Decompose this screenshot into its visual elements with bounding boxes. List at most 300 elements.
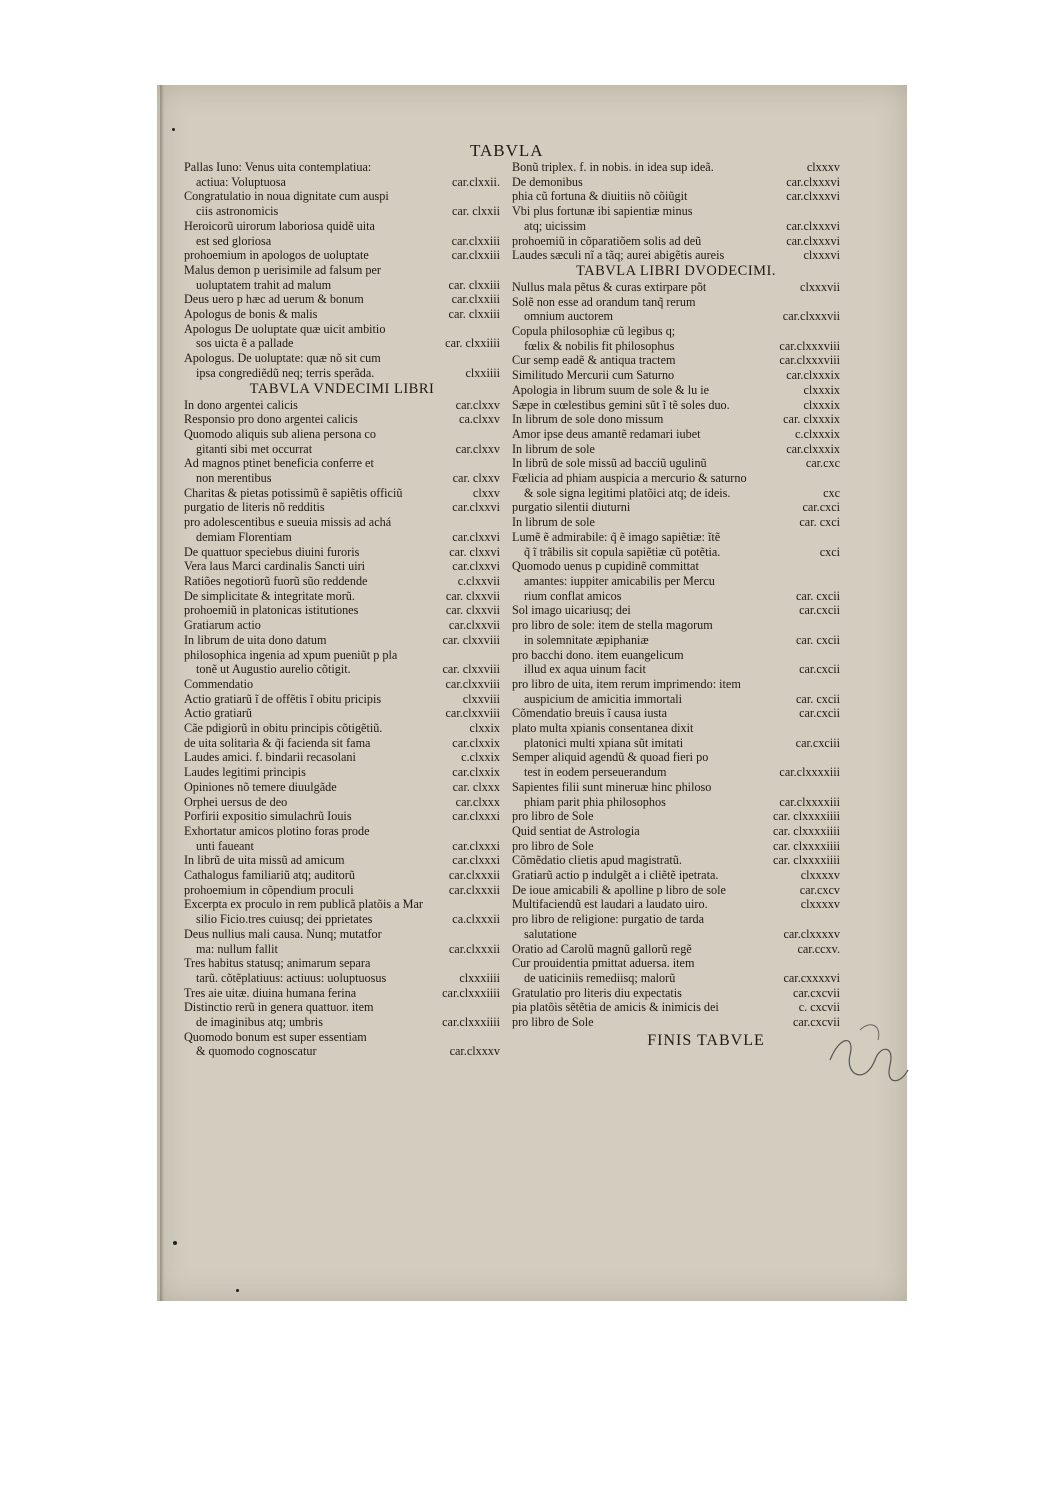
folio-reference: clxxxvii — [800, 279, 840, 294]
folio-reference: clxxxix — [803, 382, 840, 397]
entry-text: q̃ ĩ trãbilis sit copula sapiẽtiæ cũ potẽtia. — [524, 544, 721, 559]
entry-text: unti faueant — [196, 838, 254, 853]
index-entry — [184, 809, 500, 824]
entry-text: Nullus mala pẽtus & curas extirpare põt — [512, 279, 707, 294]
index-entry — [512, 809, 840, 824]
folio-reference: car.clxxxvi — [786, 174, 840, 189]
index-entry — [512, 883, 840, 898]
folio-reference: car.cxciii — [795, 735, 840, 750]
folio-reference: car.clxxix — [452, 765, 500, 780]
folio-reference: car.clxxviii — [445, 676, 500, 691]
folio-reference: car.clxxxi — [452, 809, 500, 824]
page-gutter — [160, 85, 164, 1301]
index-entry — [512, 897, 840, 912]
entry-text: prohoemiũ in platonicas istitutiones — [184, 603, 359, 618]
folio-reference: car.clxxxvi — [786, 233, 840, 248]
folio-reference: car. cxcii — [796, 691, 840, 706]
folio-reference: car.clxxvi — [452, 559, 500, 574]
entry-text: in solemnitate æpiphaniæ — [524, 632, 649, 647]
folio-reference: car.cxcii — [799, 662, 840, 677]
index-entry — [184, 307, 500, 322]
index-entry — [512, 1000, 840, 1015]
entry-text: Semper aliquid agendũ & quoad fieri po — [512, 750, 709, 765]
folio-reference: car.clxxxv — [449, 1044, 500, 1059]
folio-reference: clxxxxv — [800, 868, 840, 883]
entry-text: Quomodo bonum est super essentiam — [184, 1029, 367, 1044]
entry-text: Commendatio — [184, 676, 254, 691]
folio-reference: car.clxxvi — [452, 529, 500, 544]
index-entry — [512, 295, 840, 324]
entry-text: rium conflat amicos — [524, 588, 622, 603]
entry-text: Amor ipse deus amantẽ redamari iubet — [512, 426, 701, 441]
entry-text: In librũ de uita missũ ad amicum — [184, 853, 345, 868]
folio-reference: car.clxxv — [455, 397, 500, 412]
entry-text: uoluptatem trahit ad malum — [196, 277, 332, 292]
index-entry — [184, 189, 500, 218]
folio-reference: car. clxxviii — [442, 662, 500, 677]
section-heading: TABVLA LIBRI DVODECIMI. — [575, 262, 777, 279]
folio-reference: car.cxcvii — [792, 1015, 840, 1030]
entry-text: philosophica ingenia ad xpum pueniũt p pla — [184, 647, 398, 662]
entry-text: pro adolescentibus e sueuia missis ad achá — [184, 515, 392, 530]
index-entry — [184, 574, 500, 589]
folio-reference: clxxv — [472, 485, 500, 500]
entry-text: Tres aie uitæ. diuina humana ferina — [184, 985, 357, 1000]
entry-text: Quomodo uenus p cupidinẽ committat — [512, 559, 699, 574]
entry-text: Cõmẽdatio clietis apud magistratũ. — [512, 853, 682, 868]
entry-text: Exhortatur amicos plotino foras prode — [184, 823, 370, 838]
folio-reference: car.cxc — [805, 456, 840, 471]
index-entry — [512, 839, 840, 854]
index-entry — [512, 706, 840, 721]
index-entry — [184, 500, 500, 515]
entry-text: Quid sentiat de Astrologia — [512, 823, 640, 838]
entry-text: demiam Florentiam — [196, 529, 292, 544]
folio-reference: ca.clxxxii — [452, 912, 500, 927]
entry-text: Oratio ad Carolũ magnũ gallorũ regẽ — [512, 941, 692, 956]
folio-reference: c. cxcvii — [798, 1000, 840, 1015]
index-entry — [184, 956, 500, 985]
folio-reference: car.cxxxxvi — [783, 970, 840, 985]
index-entry — [512, 248, 840, 263]
entry-text: pro libro de Sole — [512, 809, 594, 824]
entry-text: De ioue amicabili & apolline p libro de sole — [512, 882, 726, 897]
entry-text: Laudes legitimi principis — [184, 765, 306, 780]
folio-reference: ca.clxxv — [459, 412, 500, 427]
entry-text: de uita solitaria & q̃i facienda sit fama — [184, 735, 371, 750]
index-entry — [512, 471, 840, 500]
index-entry — [184, 692, 500, 707]
entry-text: Copula philosophiæ cũ legibus q; — [512, 324, 676, 339]
entry-text: In librum de uita dono datum — [184, 632, 327, 647]
entry-text: Actio gratiarũ ĩ de offẽtis ĩ obitu pricipis — [184, 691, 382, 706]
folio-reference: car.clxxxiiii — [442, 1015, 500, 1030]
folio-reference: c.clxxxix — [794, 426, 840, 441]
entry-text: Solẽ non esse ad orandum tanq̃ rerum — [512, 294, 696, 309]
folio-reference: car.clxxxxiii — [779, 765, 840, 780]
folio-reference: car.clxxxii — [448, 868, 500, 883]
index-entry — [512, 677, 840, 706]
entry-text: Tres habitus statusq; animarum separa — [184, 956, 371, 971]
entry-text: pro libro de religione: purgatio de tarda — [512, 912, 705, 927]
entry-text: Sæpe in cœlestibus gemini sũt ĩ tẽ soles duo. — [512, 397, 730, 412]
folio-reference: car.clxxxxv — [783, 926, 840, 941]
index-entry — [184, 677, 500, 692]
entry-text: tarũ. cõtẽplatiuus: actiuus: uoluptuosus — [196, 970, 387, 985]
index-entry — [512, 559, 840, 603]
index-entry — [184, 545, 500, 560]
entry-text: Responsio pro dono argentei calicis — [184, 412, 358, 427]
running-head: TABVLA — [470, 141, 544, 160]
entry-text: De quattuor speciebus diuini furoris — [184, 544, 360, 559]
index-entry — [184, 1030, 500, 1059]
index-entry — [512, 603, 840, 618]
folio-reference: car.clxxxvii — [782, 309, 840, 324]
folio-reference: car. clxxx — [452, 779, 500, 794]
folio-reference: car.clxxxii — [448, 941, 500, 956]
entry-text: Gratiarum actio — [184, 618, 261, 633]
index-entry — [184, 292, 500, 307]
finis-tabule: FINIS TABVLE — [647, 1031, 765, 1049]
entry-text: Malus demon p uerisimile ad falsum per — [184, 262, 381, 277]
entry-text: Bonũ triplex. f. in nobis. in idea sup ideã. — [512, 160, 714, 174]
folio-reference: car. clxxxix — [783, 412, 840, 427]
entry-text: de imaginibus atq; umbris — [196, 1015, 323, 1030]
folio-reference: car.clxxiii — [451, 248, 500, 263]
entry-text: atq; uicissim — [524, 218, 586, 233]
entry-text: In librũ de sole missũ ad bacciũ ugulinũ — [512, 456, 707, 471]
folio-reference: car.clxxxiiii — [442, 985, 500, 1000]
entry-text: Deus uero p hæc ad uerum & bonum — [184, 292, 364, 307]
entry-text: Vbi plus fortunæ ibi sapientiæ minus — [512, 204, 693, 219]
folio-reference: clxxxxv — [800, 897, 840, 912]
folio-reference: car.clxxxxiii — [779, 794, 840, 809]
ink-dot — [236, 1289, 239, 1292]
index-entry — [512, 942, 840, 957]
index-entry — [184, 248, 500, 263]
folio-reference: car. clxxvii — [445, 588, 500, 603]
folio-reference: car. cxci — [799, 515, 840, 530]
folio-reference: car.clxxvii — [448, 618, 500, 633]
folio-reference: clxxiiii — [465, 365, 500, 380]
entry-text: Apologus de bonis & malis — [184, 307, 318, 322]
index-entry — [512, 353, 840, 368]
folio-reference: car. clxxvii — [445, 603, 500, 618]
index-entry — [512, 204, 840, 233]
folio-reference: car. clxxv — [452, 471, 500, 486]
index-entry — [184, 160, 500, 189]
index-entry — [512, 324, 840, 353]
index-entry — [184, 398, 500, 413]
index-entry — [184, 1000, 500, 1029]
entry-text: Ratiões negotiorũ fuorũ sũo reddende — [184, 573, 368, 588]
entry-text: Excerpta ex proculo in rem publicã platõis a Mar — [184, 897, 423, 912]
entry-text: Porfirii expositio simulachrũ Iouis — [184, 809, 352, 824]
entry-text: In dono argentei calicis — [184, 397, 298, 412]
index-entry — [184, 897, 500, 926]
entry-text: Pallas Iuno: Venus uita contemplatiua: — [184, 160, 372, 174]
entry-text: silio Ficio.tres cuiusq; dei pprietates — [196, 912, 373, 927]
entry-text: Deus nullius mali causa. Nunq; mutatfor — [184, 926, 382, 941]
folio-reference: car.clxxxix — [786, 368, 840, 383]
entry-text: gitanti sibi met occurrat — [196, 441, 313, 456]
folio-reference: car. clxxxxiiii — [772, 809, 840, 824]
index-entry — [184, 824, 500, 853]
folio-reference: car.cxcvii — [792, 985, 840, 1000]
entry-text: Lumẽ ẽ admirabile: q̃ ẽ imago sapiẽtiæ: ĩtẽ — [512, 529, 721, 544]
index-entry — [184, 515, 500, 544]
entry-text: Opiniones nõ temere diuulgãde — [184, 779, 337, 794]
index-entry — [512, 427, 840, 442]
folio-reference: car.clxxiii — [451, 292, 500, 307]
entry-text: phiam parit phia philosophos — [524, 794, 666, 809]
index-entry — [512, 721, 840, 750]
folio-reference: car.clxxix — [452, 735, 500, 750]
entry-text: Cathalogus familiariũ atq; auditorũ — [184, 868, 355, 883]
folio-reference: car. clxxiii — [448, 277, 500, 292]
folio-reference: clxxxv — [806, 160, 840, 174]
index-entry — [512, 175, 840, 190]
index-entry — [184, 750, 500, 765]
index-entry — [184, 795, 500, 810]
index-entry — [512, 398, 840, 413]
entry-text: prohoemium in cõpendium proculi — [184, 882, 354, 897]
entry-text: salutatione — [524, 926, 577, 941]
index-entry — [512, 1015, 840, 1030]
folio-reference: car.clxxvi — [452, 500, 500, 515]
index-entry — [512, 500, 840, 515]
entry-text: & quomodo cognoscatur — [196, 1044, 317, 1059]
folio-reference: car. clxxvi — [449, 544, 500, 559]
index-entry — [512, 456, 840, 471]
entry-text: Fœlicia ad phiam auspicia a mercurio & saturno — [512, 471, 747, 486]
entry-text: fœlix & nobilis fit philosophus — [524, 338, 675, 353]
index-entry — [512, 412, 840, 427]
entry-text: de uaticiniis remediisq; malorũ — [524, 970, 676, 985]
index-entry — [184, 263, 500, 292]
folio-reference: car. clxxxxiiii — [772, 823, 840, 838]
entry-text: Laudes sæculi nĩ a tãq; aurei abigẽtis aureis — [512, 248, 725, 263]
folio-reference: car.ccxv. — [797, 941, 840, 956]
entry-text: Cur prouidentia pmittat aduersa. item — [512, 956, 695, 971]
ink-dot — [173, 1241, 177, 1245]
entry-text: non merentibus — [196, 471, 272, 486]
folio-reference: car.cxcii — [799, 706, 840, 721]
ink-dot — [172, 128, 175, 131]
entry-text: omnium auctorem — [524, 309, 614, 324]
entry-text: pro bacchi dono. item euangelicum — [512, 647, 684, 662]
entry-text: Cur semp eadẽ & antiqua tractem — [512, 353, 676, 368]
entry-text: amantes: iuppiter amicabilis per Mercu — [524, 573, 715, 588]
index-entry — [184, 456, 500, 485]
entry-text: pro libro de uita, item rerum imprimendo: item — [512, 676, 741, 691]
folio-reference: cxci — [819, 544, 840, 559]
index-entry — [184, 486, 500, 501]
index-entry — [512, 189, 840, 204]
index-entry — [512, 160, 840, 175]
folio-reference: clxxix — [469, 721, 500, 736]
folio-reference: car. cxcii — [796, 588, 840, 603]
folio-reference: car.clxxiii — [451, 233, 500, 248]
right-column-entries — [512, 160, 840, 1030]
entry-text: plato multa xpianis consentanea dixit — [512, 721, 694, 736]
entry-text: prohoemiũ in cõparatiõem solis ad deũ — [512, 233, 702, 248]
folio-reference: car.clxxxvi — [786, 218, 840, 233]
index-entry — [184, 219, 500, 248]
folio-reference: car.clxxx — [455, 794, 500, 809]
folio-reference: car. cxcii — [796, 632, 840, 647]
folio-reference: car. clxxviii — [442, 632, 500, 647]
folio-reference: car.clxxxix — [786, 441, 840, 456]
index-entry — [184, 721, 500, 736]
index-entry — [184, 853, 500, 868]
entry-text: Multifaciendũ est laudari a laudato uiro. — [512, 897, 708, 912]
index-entry — [512, 234, 840, 249]
folio-reference: clxxxiiii — [459, 970, 500, 985]
index-entry — [184, 427, 500, 456]
entry-text: Gratiarũ actio p indulgẽt a i cliẽtẽ ipetrata. — [512, 868, 719, 883]
index-entry — [512, 986, 840, 1001]
folio-reference: car.cxcv — [799, 882, 840, 897]
folio-reference: car. clxxii — [451, 204, 500, 219]
entry-text: Charitas & pietas potissimũ ẽ sapiẽtis officiũ — [184, 485, 403, 500]
index-entry — [512, 280, 840, 295]
entry-text: actiua: Voluptuosa — [196, 174, 286, 189]
index-entry — [184, 927, 500, 956]
folio-reference: c.clxxvii — [457, 573, 500, 588]
index-entry — [512, 868, 840, 883]
entry-text: Apologia in librum suum de sole & lu ie — [512, 382, 710, 397]
index-entry — [512, 618, 840, 647]
index-entry — [184, 736, 500, 751]
entry-text: Gratulatio pro literis diu expectatis — [512, 985, 682, 1000]
folio-reference: car.clxxxviii — [779, 353, 840, 368]
index-entry — [184, 618, 500, 633]
index-entry — [184, 780, 500, 795]
index-entry — [184, 648, 500, 677]
folio-reference: c.clxxix — [461, 750, 500, 765]
folio-reference: clxxxix — [803, 397, 840, 412]
entry-text: Sol imago uicariusq; dei — [512, 603, 631, 618]
entry-text: purgatio silentii diuturni — [512, 500, 631, 515]
entry-text: & sole signa legitimi platõici atq; de ideis. — [524, 485, 731, 500]
entry-text: De demonibus — [512, 174, 583, 189]
entry-text: Heroicorũ uirorum laboriosa quidẽ uita — [184, 218, 375, 233]
folio-reference: car.cxcii — [799, 603, 840, 618]
entry-text: Congratulatio in noua dignitate cum auspi — [184, 189, 389, 204]
index-entry — [184, 589, 500, 604]
entry-text: Quomodo aliquis sub aliena persona co — [184, 426, 376, 441]
entry-text: Distinctio rerũ in genera quattuor. item — [184, 1000, 374, 1015]
index-entry — [512, 442, 840, 457]
index-entry — [184, 322, 500, 351]
entry-text: Orphei uersus de deo — [184, 794, 288, 809]
entry-text: ipsa congrediẽdũ neq; terris sperãda. — [196, 365, 375, 380]
index-entry — [512, 912, 840, 941]
folio-reference: car. clxxxxiiii — [772, 853, 840, 868]
folio-reference: car.clxxii. — [451, 174, 500, 189]
entry-text: tonẽ ut Augustio aurelio cõtigit. — [196, 662, 351, 677]
entry-text: purgatio de literis nõ redditis — [184, 500, 325, 515]
right-column — [512, 160, 840, 1048]
folio-reference: car.clxxxvi — [786, 189, 840, 204]
entry-text: Ad magnos ptinet beneficia conferre et — [184, 456, 374, 471]
index-entry — [512, 853, 840, 868]
entry-text: pia platõis sẽtẽtia de amicis & inimicis dei — [512, 1000, 719, 1015]
index-entry — [512, 956, 840, 985]
folio-reference: car.cxci — [802, 500, 840, 515]
folio-reference: car.clxxxii — [448, 882, 500, 897]
section-heading: TABVLA VNDECIMI LIBRI — [249, 380, 435, 397]
folio-reference: cxc — [823, 485, 840, 500]
index-entry — [184, 883, 500, 898]
folio-reference: car.clxxviii — [445, 706, 500, 721]
entry-text: test in eodem perseuerandum — [524, 765, 667, 780]
entry-text: Similitudo Mercurii cum Saturno — [512, 368, 675, 383]
entry-text: ciis astronomicis — [196, 204, 279, 219]
folio-reference: car.clxxxviii — [779, 338, 840, 353]
index-entry — [184, 559, 500, 574]
entry-text: Laudes amici. f. bindarii recasolani — [184, 750, 356, 765]
entry-text: Apologus. De uoluptate: quæ nõ sit cum — [184, 351, 381, 366]
entry-text: prohoemium in apologos de uoluptate — [184, 248, 369, 263]
folio-reference: clxxxvi — [803, 248, 840, 263]
index-entry — [512, 515, 840, 530]
entry-text: est sed gloriosa — [196, 233, 272, 248]
index-entry — [184, 633, 500, 648]
index-entry — [512, 383, 840, 398]
index-entry — [184, 706, 500, 721]
entry-text: Cãe pdigiorũ in obitu principis cõtigẽtiũ. — [184, 721, 383, 736]
index-entry — [512, 824, 840, 839]
entry-text: ma: nullum fallit — [196, 941, 278, 956]
entry-text: phia cũ fortuna & diuitiis nõ cõiũgit — [512, 189, 688, 204]
marginal-scribble — [820, 1015, 910, 1095]
entry-text: Sapientes filii sunt mineruæ hinc philoso — [512, 779, 712, 794]
index-entry — [512, 648, 840, 677]
entry-text: sos uicta ẽ a pallade — [196, 336, 294, 351]
folio-reference: clxxviii — [462, 691, 500, 706]
index-entry — [184, 986, 500, 1001]
entry-text: pro libro de Sole — [512, 1015, 594, 1030]
entry-text: In librum de sole — [512, 441, 595, 456]
index-entry — [512, 780, 840, 809]
index-entry — [512, 368, 840, 383]
entry-text: Cõmendatio breuis ĩ causa iusta — [512, 706, 668, 721]
entry-text: pro libro de Sole — [512, 838, 594, 853]
folio-reference: car.clxxv — [455, 441, 500, 456]
entry-text: Vera laus Marci cardinalis Sancti uiri — [184, 559, 366, 574]
index-entry — [184, 603, 500, 618]
folio-reference: car.clxxxi — [452, 853, 500, 868]
entry-text: platonici multi xpiana sũt imitati — [524, 735, 684, 750]
left-column — [184, 160, 500, 1059]
folio-reference: car. clxxiiii — [445, 336, 500, 351]
index-entry — [512, 750, 840, 779]
entry-text: auspicium de amicitia immortali — [524, 691, 683, 706]
index-entry — [512, 530, 840, 559]
entry-text: Apologus De uoluptate quæ uicit ambitio — [184, 321, 386, 336]
entry-text: In librum de sole — [512, 515, 595, 530]
index-entry — [184, 868, 500, 883]
folio-reference: car. clxxiii — [448, 307, 500, 322]
entry-text: illud ex aqua uinum facit — [524, 662, 646, 677]
folio-reference: car.clxxxi — [452, 838, 500, 853]
entry-text: In librum de sole dono missum — [512, 412, 664, 427]
index-entry — [184, 412, 500, 427]
index-entry — [184, 765, 500, 780]
entry-text: Actio gratiarũ — [184, 706, 253, 721]
